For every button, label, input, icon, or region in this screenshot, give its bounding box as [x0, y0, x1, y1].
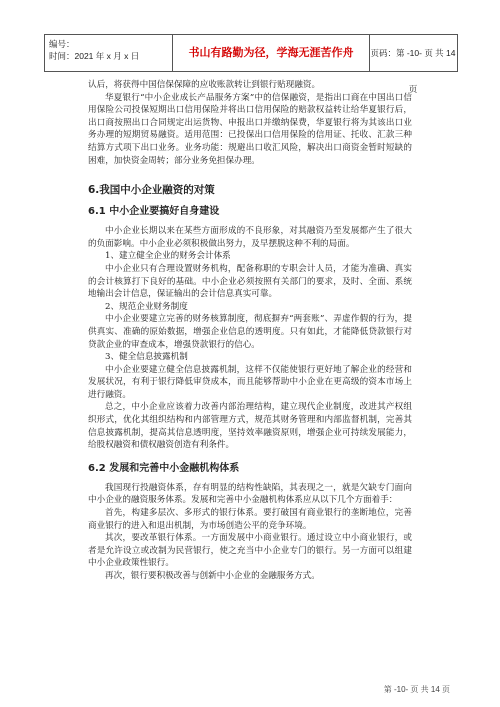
list-item-heading: 1、建立健全企业的财务会计体系 [105, 251, 231, 262]
list-item-heading: 3、健全信息披露机制 [105, 352, 188, 363]
paragraph: 中小企业长期以来在某些方面形成的不良形象，对其融资乃至发展都产生了很大的负面影响。中小企业必须积极做出努力，及早摆脱这种不利的局面。 [88, 226, 412, 249]
subsection-heading: 6.1 中小企业要搞好自身建设 [88, 206, 220, 218]
header-page-number: 页码：第 -10- 页 共 14 页 [370, 48, 456, 94]
paragraph: 我国现行投融资体系，存有明显的结构性缺陷，其表现之一，就是欠缺专门面向中小企业的融资服务体系。发展和完善中小金融机构体系应从以下几个方面着手： [88, 482, 412, 506]
paragraph: 认后，将获得中国信保保障的应收账款转让到银行贴现融资。 [88, 80, 321, 90]
header-motto: 书山有路勤为径，学海无涯苦作舟 [173, 35, 370, 71]
paragraph: 华夏银行“中小企业成长产品服务方案”中的信保融资，是指出口商在中国出口信用保险公司投保短期出口信用保险并将出口信用保险的赔款权益转让给华夏银行后，出口商按照出口合同规定出运货物、申报出口并缴纳保费，华夏银行将为其该出口业务办理的短期贸易融资。适用范围：已投保出口信用保险的信用证、托收、汇款三种结算方式项下出口业务。业务功能：规避出口收汇风险，解决出口商资金暂时短缺的困难，加快资金周转；部分业务免担保办理。 [88, 92, 412, 166]
subsection-heading: 6.2 发展和完善中小金融机构体系 [88, 462, 240, 474]
paragraph: 再次，银行要积极改善与创新中小企业的金融服务方式。 [105, 571, 320, 581]
document-body [88, 79, 412, 583]
list-item-heading: 2、规范企业财务制度 [105, 301, 188, 312]
page-footer: 第 -10- 页 共 14 页 [383, 685, 450, 694]
header-meta-cell [45, 35, 173, 71]
paragraph: 中小企业只有合理设置财务机构，配备称职的专职会计人员，才能为准确、真实的会计核算打下良好的基础。中小企业必须按照有关部门的要求，及时、全面、系统地输出会计信息，保证输出的会计信息真实可靠。 [88, 263, 412, 300]
paragraph: 其次，要改革银行体系。一方面发展中小商业银行。通过设立中小商业银行，或者是允许设立或改制为民营银行，使之充当中小企业专门的银行。另一方面可以组建中小企业政策性银行。 [88, 533, 412, 569]
section-heading: 6.我国中小企业融资的对策 [88, 184, 215, 197]
paragraph: 中小企业要建立完善的财务核算制度，彻底摒弃“两套账”、弄虚作假的行为，提供真实、准确的原始数据，增强企业信息的透明度。只有如此，才能降低贷款银行对贷款企业的审查成本，增强贷款银行的信心。 [88, 314, 412, 350]
document-date-label: 时间：2021 年 x 月 x 日 [49, 51, 140, 61]
paragraph: 中小企业要建立健全信息披露机制，这样不仅能使银行更好地了解企业的经营和发展状况，有利于银行降低审贷成本，而且能够帮助中小企业在更高级的资本市场上进行融资。 [88, 364, 412, 400]
document-number-label: 编号： [49, 39, 75, 49]
paragraph: 总之，中小企业应该着力改善内部治理结构，建立现代企业制度，改进其产权组织形式，优化其组织结构和内部管理方式，规范其财务管理和内部监督机制，完善其信息披露机制，提高其信息透明度，坚持效率融资原则，增强企业可持续发展能力，给股权融资和债权融资创造有利条件。 [88, 402, 412, 451]
paragraph: 首先，构建多层次、多形式的银行体系。要打破国有商业银行的垄断地位，完善商业银行的进入和退出机制，为市场创造公平的竞争环境。 [88, 508, 412, 531]
